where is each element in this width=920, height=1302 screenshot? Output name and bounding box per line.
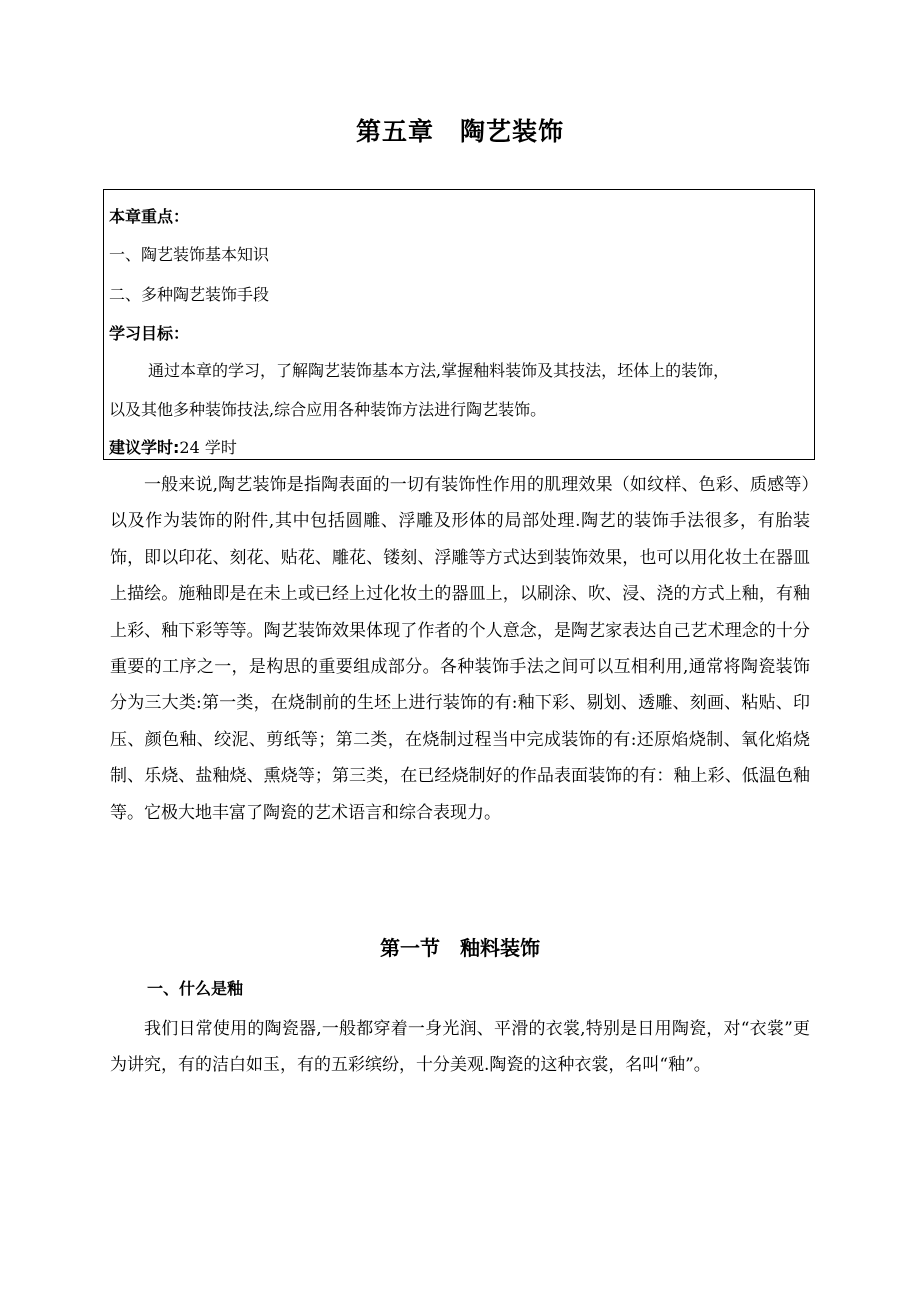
section-title: 第一节 釉料装饰 xyxy=(380,936,540,960)
focus-item-2: 二、多种陶艺装饰手段 xyxy=(109,285,270,304)
suggested-hours xyxy=(109,435,237,458)
hours-value: 24 学时 xyxy=(179,438,237,457)
objective-line-1: 通过本章的学习，了解陶艺装饰基本方法,掌握釉料装饰及其技法，坯体上的装饰， xyxy=(148,361,730,380)
objective-label: 学习目标： xyxy=(109,324,190,343)
objective-line-2: 以及其他多种装饰技法,综合应用各种装饰方法进行陶艺装饰。 xyxy=(109,400,547,419)
hours-label: 建议学时: xyxy=(109,438,180,457)
intro-paragraph: 一般来说,陶艺装饰是指陶表面的一切有装饰性作用的肌理效果（如纹样、色彩、质感等）以及作为装饰的附件,其中包括圆雕、浮雕及形体的局部处理.陶艺的装饰手法很多，有胎装饰，即以印花、刻花、贴花、雕花、镂刻、浮雕等方式达到装饰效果，也可以用化妆土在器皿上描绘。施釉即是在未上或已经上过化妆土的器皿上，以刷涂、吹、浸、浇的方式上釉，有釉上彩、釉下彩等等。陶艺装饰效果体现了作者的个人意念，是陶艺家表达自己艺术理念的十分重要的工序之一，是构思的重要组成部分。各种装饰手法之间可以互相利用,通常将陶瓷装饰分为三大类:第一类，在烧制前的生坯上进行装饰的有:釉下彩、剔划、透雕、刻画、粘贴、印压、颜色釉、绞泥、剪纸等；第二类，在烧制过程当中完成装饰的有:还原焰烧制、氧化焰烧制、乐烧、盐釉烧、熏烧等；第三类，在已经烧制好的作品表面装饰的有：釉上彩、低温色釉等。它极大地丰富了陶瓷的艺术语言和综合表现力。 xyxy=(110,475,810,823)
subsection-title: 一、什么是釉 xyxy=(147,979,244,998)
chapter-title: 第五章 陶艺装饰 xyxy=(355,117,564,146)
chapter-summary-box xyxy=(103,189,815,460)
focus-item-1: 一、陶艺装饰基本知识 xyxy=(109,245,270,264)
section-paragraph: 我们日常使用的陶瓷器,一般都穿着一身光润、平滑的衣裳,特别是日用陶瓷，对“衣裳”更为讲究，有的洁白如玉，有的五彩缤纷，十分美观.陶瓷的这种衣裳，名叫“釉”。 xyxy=(110,1019,810,1076)
focus-label: 本章重点： xyxy=(109,207,190,226)
